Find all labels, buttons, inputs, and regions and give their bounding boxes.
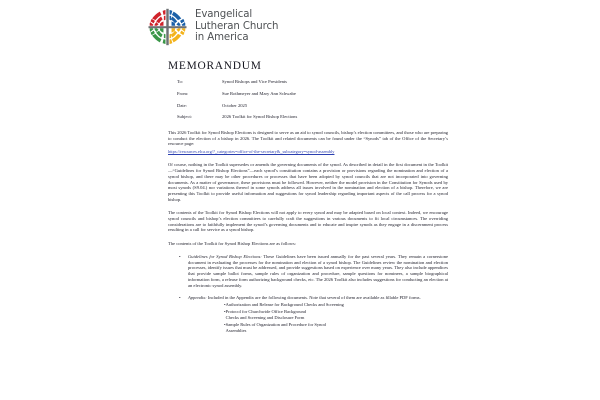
memo-header-fields <box>168 79 448 120</box>
memo-field-value: October 2025 <box>222 102 248 108</box>
memo-field-to <box>168 79 448 85</box>
memo-field-subject <box>168 114 448 120</box>
bullet-description: These Guidelines have been issued annually for the past several years. They remain a cornerstone document in evaluating the processes for the nomination and election of a synod bishop. The Guidelines review the nomination and election processes, identify issues that must be addressed, and provide suggestions based on experience over many years. They also include appendices that provide sample ballot forms, sample rules of organization and procedure, sample questions for nominees, a sample biographical information form, a release form authorizing background checks, etc. The 2026 Toolkit also includes suggestions for conducting an election at an electronic synod assembly. <box>188 253 448 288</box>
memo-field-date <box>168 103 448 109</box>
paragraph-local-context: The contents of the Toolkit for Synod Bishop Elections will not apply to every synod and may be adapted based on local context. Indeed, we encourage synod councils and bishop’s election committees to carefully craft the suggestions in various documents to fit local circumstances. The overriding considerations are to faithfully implement the synod’s governing documents and to educate and inspire synods as they engage in a discernment process resulting in a call for service as a synod bishop. <box>168 210 448 233</box>
resource-page-link[interactable]: https://resources.elca.org/?_categories=office-of-the-secretary&_subcategory=synod-assembly <box>168 149 335 155</box>
memo-field-value: 2026 Toolkit for Synod Bishop Elections <box>222 114 298 120</box>
letterhead <box>0 0 600 46</box>
toolkit-contents-list <box>168 254 448 335</box>
memo-field-label: Subject: <box>177 114 193 120</box>
list-item <box>168 254 448 289</box>
organization-wordmark <box>195 9 278 44</box>
list-item <box>188 302 448 308</box>
memo-field-value: Synod Bishops and Vice Presidents <box>222 79 287 84</box>
bullet-description: Included in the Appendix are the following documents. Note that several of them are available as fillable PDF forms. <box>207 294 421 300</box>
paragraph-contents-lead: The contents of the Toolkit for Synod Bishop Elections are as follows: <box>168 240 297 246</box>
bullet-marker-icon: • <box>224 321 226 327</box>
paragraph-governance: Of course, nothing in the Toolkit supersedes or amends the governing documents of the synod. As described in detail in the first document in the Toolkit—“Guidelines for Synod Bishop Elections”—each synod’s constitution contains a provision or provisions regarding the nomination and election of a synod bishop, and there may be other procedures or processes that have been adopted by synod councils that are not incorporated into governing documents. As a matter of governance, these provisions must be followed. However, neither the model provision in the Constitution for Synods used by most synods (S9.04.) nor variations thereof in some synods address all issues involved in the nomination and election of a bishop. Therefore, we are presenting this Toolkit to provide useful information and suggestions for synod leadership regarding important aspects of the call process for a synod bishop. <box>168 162 448 202</box>
bullet-marker-icon: • <box>224 308 226 314</box>
list-item <box>168 295 448 335</box>
memo-field-label: To: <box>177 79 184 84</box>
memo-field-label: From: <box>177 90 189 96</box>
appendix-document-name: Sample Rules of Organization and Procedure for Synod Assemblies <box>225 321 326 334</box>
memo-field-from <box>168 91 448 97</box>
bullet-title: Guidelines for Synod Bishop Elections: <box>188 253 262 259</box>
bullet-body <box>188 295 448 335</box>
memo-field-label: Date: <box>177 102 187 108</box>
resource-link-line <box>168 149 448 155</box>
bullet-marker-icon: • <box>179 253 181 259</box>
wordmark-line-3: in America <box>195 32 249 44</box>
list-item <box>188 322 448 335</box>
list-item <box>188 309 448 322</box>
memo-title: MEMORANDUM <box>168 60 262 72</box>
appendix-document-name: Authorization and Release for Background Checks and Screening <box>225 301 344 307</box>
bullet-marker-icon: • <box>224 301 226 307</box>
wordmark-line-2: Lutheran Church <box>195 20 279 32</box>
memo-field-value: Sue Rothmeyer and Mary Ann Schwabe <box>222 90 296 96</box>
document-content <box>0 60 600 335</box>
paragraph-intro: This 2026 Toolkit for Synod Bishop Elections is designed to serve as an aid to synod councils, bishop’s election committees, and those who are preparing to conduct the election of a bishop in 2026. The Toolkit and related documents can be found under the “Synods” tab of the Office of the Secretary’s resource page: <box>168 129 448 147</box>
bullet-body <box>188 254 448 289</box>
appendix-document-list <box>188 302 448 335</box>
elca-logo-icon <box>147 8 188 46</box>
bullet-title: Appendix: <box>188 294 207 300</box>
appendix-document-name: Protocol for Churchwide Office Background Checks and Screening and Disclosure Form <box>225 308 306 320</box>
wordmark-line-1: Evangelical <box>195 9 253 21</box>
bullet-marker-icon: • <box>179 294 181 300</box>
